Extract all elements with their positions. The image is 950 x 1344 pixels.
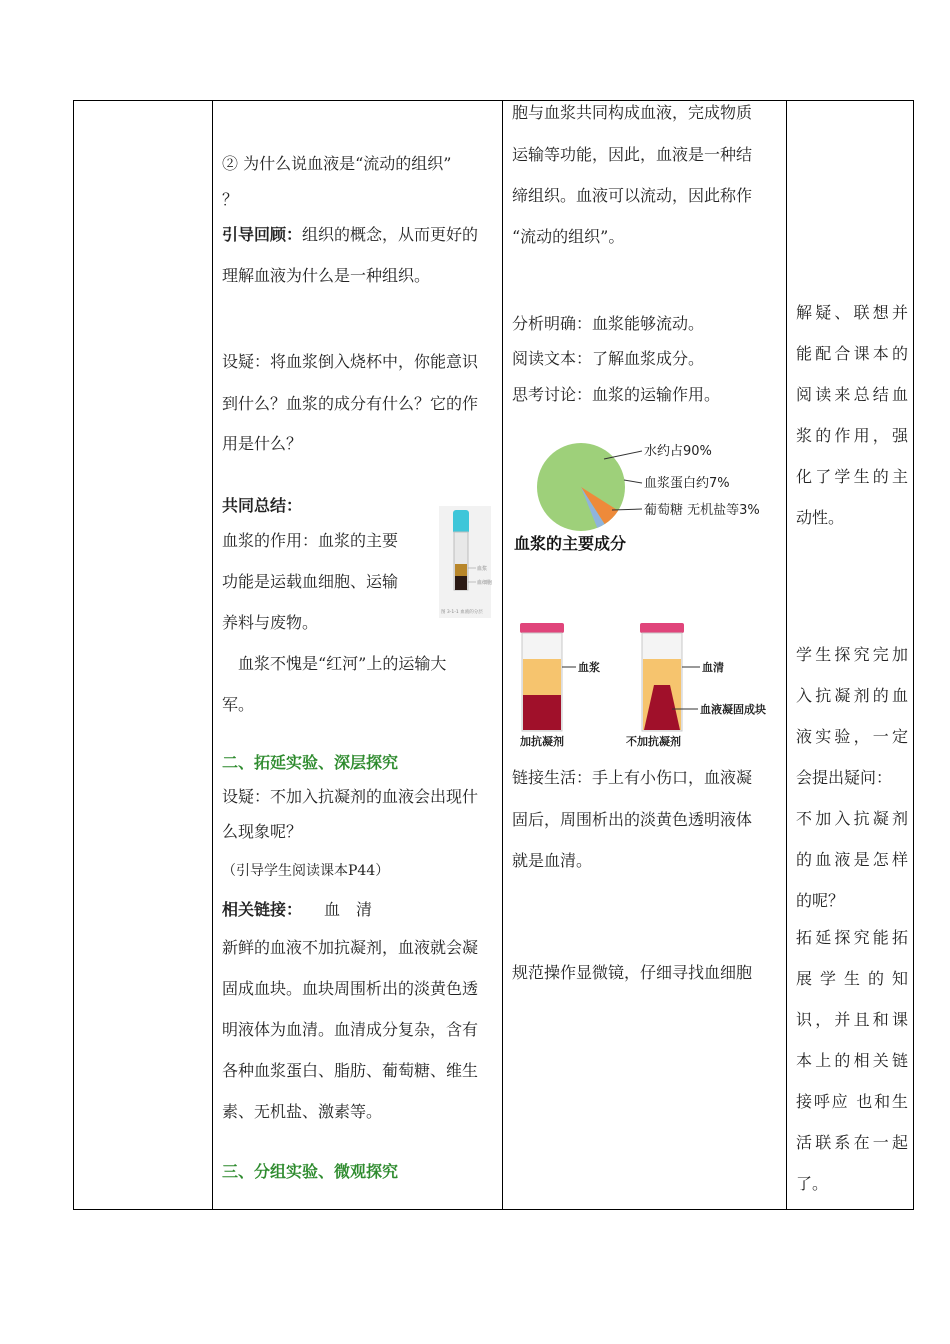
intent-b-3: 液实验，一定 — [796, 727, 908, 746]
link-line — [222, 892, 494, 927]
photo-caption: 图 3-1-1 血液的分层 — [441, 610, 483, 615]
photo-label-plasma: 血浆 — [477, 566, 488, 572]
pie-title: 血浆的主要成分 — [514, 534, 627, 553]
intent-c-2: 展学生的知 — [796, 969, 908, 988]
serum-line-4: 各种血浆蛋白、脂肪、葡萄糖、维生 — [222, 1061, 479, 1080]
question-2: ② 为什么说血液是“流动的组织” — [222, 154, 452, 173]
intent-b-7: 的呢？ — [796, 891, 845, 910]
question-2-mark: ？ — [222, 190, 239, 209]
pie-label-water: 水约占90% — [644, 444, 712, 459]
intent-b-1: 学生探究完加 — [796, 645, 908, 664]
intent-a-6: 动性。 — [796, 508, 845, 527]
doubt2-line-2: 么现象呢？ — [222, 822, 303, 841]
blood-layers-photo — [439, 506, 491, 618]
photo-label-cells: 血细胞 — [477, 580, 493, 586]
section-2-title: 二、拓延实验、深层探究 — [222, 753, 399, 772]
intent-b-6: 的血液是怎样 — [796, 850, 908, 869]
serum-line-5: 素、无机盐、激素等。 — [222, 1102, 383, 1121]
top-line-3: 缔组织。血液可以流动，因此称作 — [512, 186, 753, 205]
review-line-1 — [222, 214, 494, 255]
left-tube-cap — [520, 623, 564, 633]
intent-c-3: 识，并且和课 — [796, 1010, 908, 1029]
intent-c-7: 了。 — [796, 1174, 829, 1193]
review-text: 组织的概念，从而更好的 — [302, 225, 479, 244]
lesson-table — [73, 100, 914, 1210]
left-bottom-label: 加抗凝剂 — [520, 735, 564, 748]
left-top-label: 血浆 — [578, 661, 600, 674]
summary-line-2: 功能是运载血细胞、运输 — [222, 572, 399, 591]
right-top-label: 血清 — [702, 661, 724, 674]
photo-cells-layer — [455, 576, 467, 590]
leader-protein — [624, 480, 642, 483]
intent-c-6: 活联系在一起 — [796, 1133, 908, 1152]
life-line-2: 固后，周围析出的淡黄色透明液体 — [512, 810, 753, 829]
serum-line-1: 新鲜的血液不加抗凝剂，血液就会凝 — [222, 938, 479, 957]
pie-label-protein: 血浆蛋白约7% — [644, 476, 730, 491]
top-line-2: 运输等功能，因此，血液是一种结 — [512, 145, 753, 164]
review-line-2: 理解血液为什么是一种组织。 — [222, 266, 431, 285]
blood-tubes-diagram — [516, 621, 786, 751]
intent-a-5: 化了学生的主 — [796, 467, 908, 486]
design-intent-column — [786, 101, 914, 1209]
right-tube-cap — [640, 623, 684, 633]
review-label: 引导回顾： — [222, 225, 303, 244]
read-text-line: 阅读文本：了解血浆成分。 — [512, 349, 705, 368]
intent-a-1: 解疑、联想并 — [796, 303, 908, 322]
link-topic: 血 清 — [324, 900, 373, 919]
river-line-2: 军。 — [222, 695, 255, 714]
guide-read: （引导学生阅读课本P44） — [222, 863, 390, 879]
intent-c-4: 本上的相关链 — [796, 1051, 908, 1070]
student-activity-column — [502, 101, 786, 1209]
life-line-3: 就是血清。 — [512, 851, 593, 870]
left-tube-plasma — [523, 659, 561, 695]
top-line-1: 胞与血浆共同构成血液，完成物质 — [512, 103, 753, 122]
pie-label-other: 葡萄糖 无机盐等3% — [644, 503, 760, 518]
river-line-1: 血浆不愧是“红河”上的运输大 — [238, 654, 447, 673]
intent-a-4: 浆的作用，强 — [796, 426, 908, 445]
think-line: 思考讨论：血浆的运输作用。 — [512, 385, 721, 404]
intent-b-2: 入抗凝剂的血 — [796, 686, 908, 705]
doubt2-line-1: 设疑：不加入抗凝剂的血液会出现什 — [222, 787, 479, 806]
intent-a-3: 阅读来总结血 — [796, 385, 908, 404]
doubt-line-3: 用是什么？ — [222, 434, 303, 453]
intent-b-4: 会提出疑问： — [796, 768, 893, 787]
left-tube-blood — [523, 695, 561, 730]
intent-c-1: 拓延探究能拓 — [796, 928, 908, 947]
serum-line-3: 明液体为血清。血清成分复杂，含有 — [222, 1020, 479, 1039]
life-line-1: 链接生活：手上有小伤口，血液凝 — [512, 768, 753, 787]
plasma-composition-pie — [514, 437, 782, 557]
top-line-4: “流动的组织”。 — [512, 227, 625, 246]
intent-b-5: 不加入抗凝剂 — [796, 809, 908, 828]
summary-line-3: 养料与废物。 — [222, 613, 319, 632]
right-mid-label: 血液凝固成块 — [700, 703, 766, 716]
intent-c-5: 接呼应 也和生 — [796, 1092, 908, 1111]
intent-a-2: 能配合课本的 — [796, 344, 908, 363]
serum-line-2: 固成血块。血块周围析出的淡黄色透 — [222, 979, 479, 998]
summary-label: 共同总结： — [222, 496, 303, 515]
link-label: 相关链接： — [222, 900, 303, 919]
doubt-line-2: 到什么？血浆的成分有什么？它的作 — [222, 394, 479, 413]
photo-plasma-layer — [455, 564, 467, 576]
photo-tube-cap — [453, 510, 469, 534]
teacher-activity-column — [212, 101, 502, 1209]
doubt-line-1: 设疑：将血浆倒入烧杯中，你能意识 — [222, 352, 479, 371]
microscope-line: 规范操作显微镜，仔细寻找血细胞 — [512, 963, 753, 982]
summary-line-1: 血浆的作用：血浆的主要 — [222, 531, 399, 550]
analyze-line: 分析明确：血浆能够流动。 — [512, 314, 705, 333]
section-3-title: 三、分组实验、微观探究 — [222, 1162, 399, 1181]
right-bottom-label: 不加抗凝剂 — [626, 735, 681, 748]
